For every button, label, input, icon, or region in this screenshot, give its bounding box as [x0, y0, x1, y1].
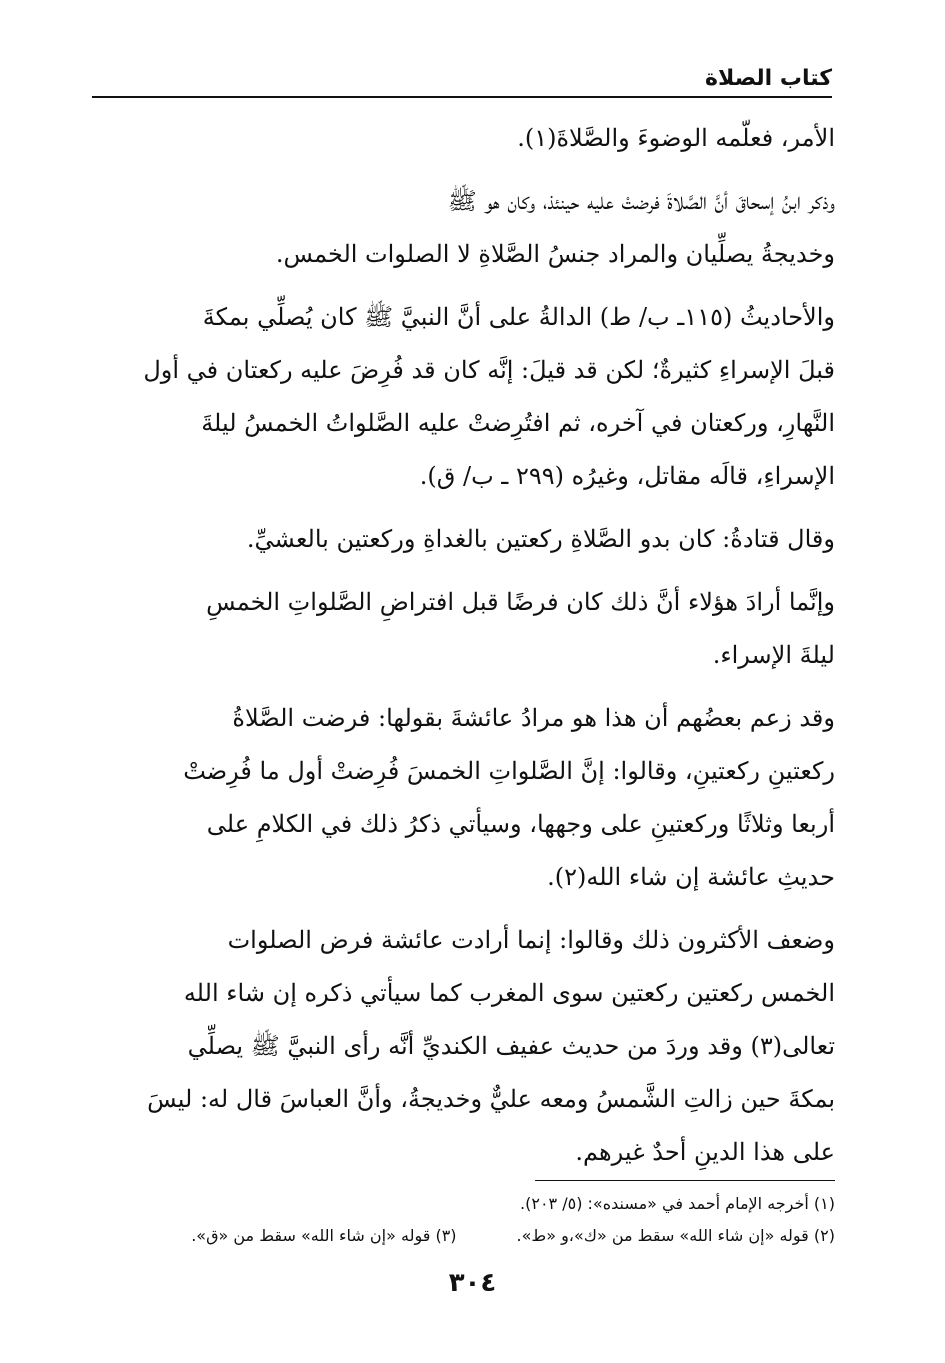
text-line: حديثِ عائشة إن شاء الله(٢).: [547, 863, 835, 891]
paragraph: [95, 291, 835, 503]
paragraph: [95, 576, 835, 682]
paragraph: [95, 692, 835, 904]
text-line: وذكر ابنُ إسحاقَ أنَّ الصَّلاةَ فرضتْ عليه حينئذ، وكان هو ﷺ: [447, 187, 835, 215]
text-line: وضعف الأكثرون ذلك وقالوا: إنما أرادت عائشة فرض الصلوات: [227, 926, 835, 954]
footnote: (٢) قوله «إن شاء الله» سقط من «ك»،و «ط».: [516, 1226, 835, 1245]
text-line: تعالى(٣) وقد وردَ من حديث عفيف الكنديِّ أنَّه رأى النبيَّ ﷺ يصلِّي: [187, 1032, 835, 1060]
chapter-title: كتاب الصلاة: [705, 66, 832, 91]
text-line: الأمر، فعلّمه الوضوءَ والصَّلاةَ(١).: [517, 124, 835, 152]
text-line: وخديجةُ يصلِّيان والمراد جنسُ الصَّلاةِ لا الصلوات الخمس.: [275, 240, 835, 268]
text-line: أربعا وثلاثًا وركعتينِ على وجهها، وسيأتي ذكرُ ذلك في الكلامِ على: [206, 810, 835, 838]
paragraph: [95, 112, 835, 165]
text-line: وإنَّما أرادَ هؤلاء أنَّ ذلك كان فرضًا قبل افتراضِ الصَّلواتِ الخمسِ: [206, 588, 835, 616]
paragraph: [95, 513, 835, 566]
text-line: الإسراءِ، قالَه مقاتل، وغيرُه (٢٩٩ ـ ب/ ق).: [419, 462, 835, 490]
text-line: النَّهارِ، وركعتان في آخره، ثم افتُرِضتْ عليه الصَّلواتُ الخمسُ ليلةَ: [201, 409, 835, 437]
text-line: الخمس ركعتين ركعتين سوى المغرب كما سيأتي ذكره إن شاء الله: [183, 979, 835, 1007]
text-line: وقال قتادةُ: كان بدو الصَّلاةِ ركعتين بالغداةِ وركعتين بالعشيِّ.: [246, 525, 835, 553]
paragraph: [95, 914, 835, 1179]
text-line: ليلةَ الإسراء.: [712, 641, 835, 669]
footnote: (١) أخرجه الإمام أحمد في «مسنده»: (٥/ ٢٠٣).: [520, 1194, 835, 1213]
footnotes: [95, 1188, 835, 1252]
text-line: والأحاديثُ (١١٥ـ ب/ ط) الدالةُ على أنَّ النبيَّ ﷺ كان يُصلِّي بمكةَ: [202, 303, 835, 331]
text-line: على هذا الدينِ أحدٌ غيرهم.: [575, 1138, 835, 1166]
main-text: [95, 112, 835, 1179]
text-line: قبلَ الإسراءِ كثيرةٌ؛ لكن قد قيلَ: إنَّه كان قد فُرِضَ عليه ركعتان في أول: [143, 356, 835, 384]
page-number: ٣٠٤: [448, 1268, 497, 1298]
footnote-divider: [535, 1180, 835, 1181]
text-line: وقد زعم بعضُهم أن هذا هو مرادُ عائشةَ بقولها: فرضت الصَّلاةُ: [232, 704, 835, 732]
footnote: (٣) قوله «إن شاء الله» سقط من «ق».: [191, 1226, 457, 1245]
text-line: بمكةَ حين زالتِ الشَّمسُ ومعه عليٌّ وخديجةُ، وأنَّ العباسَ قال له: ليسَ: [147, 1085, 835, 1113]
paragraph: [95, 175, 835, 281]
running-header: [92, 62, 832, 98]
text-line: ركعتينِ ركعتينِ، وقالوا: إنَّ الصَّلواتِ الخمسَ فُرِضتْ أول ما فُرِضتْ: [183, 757, 835, 785]
footnote-row: [95, 1220, 835, 1252]
